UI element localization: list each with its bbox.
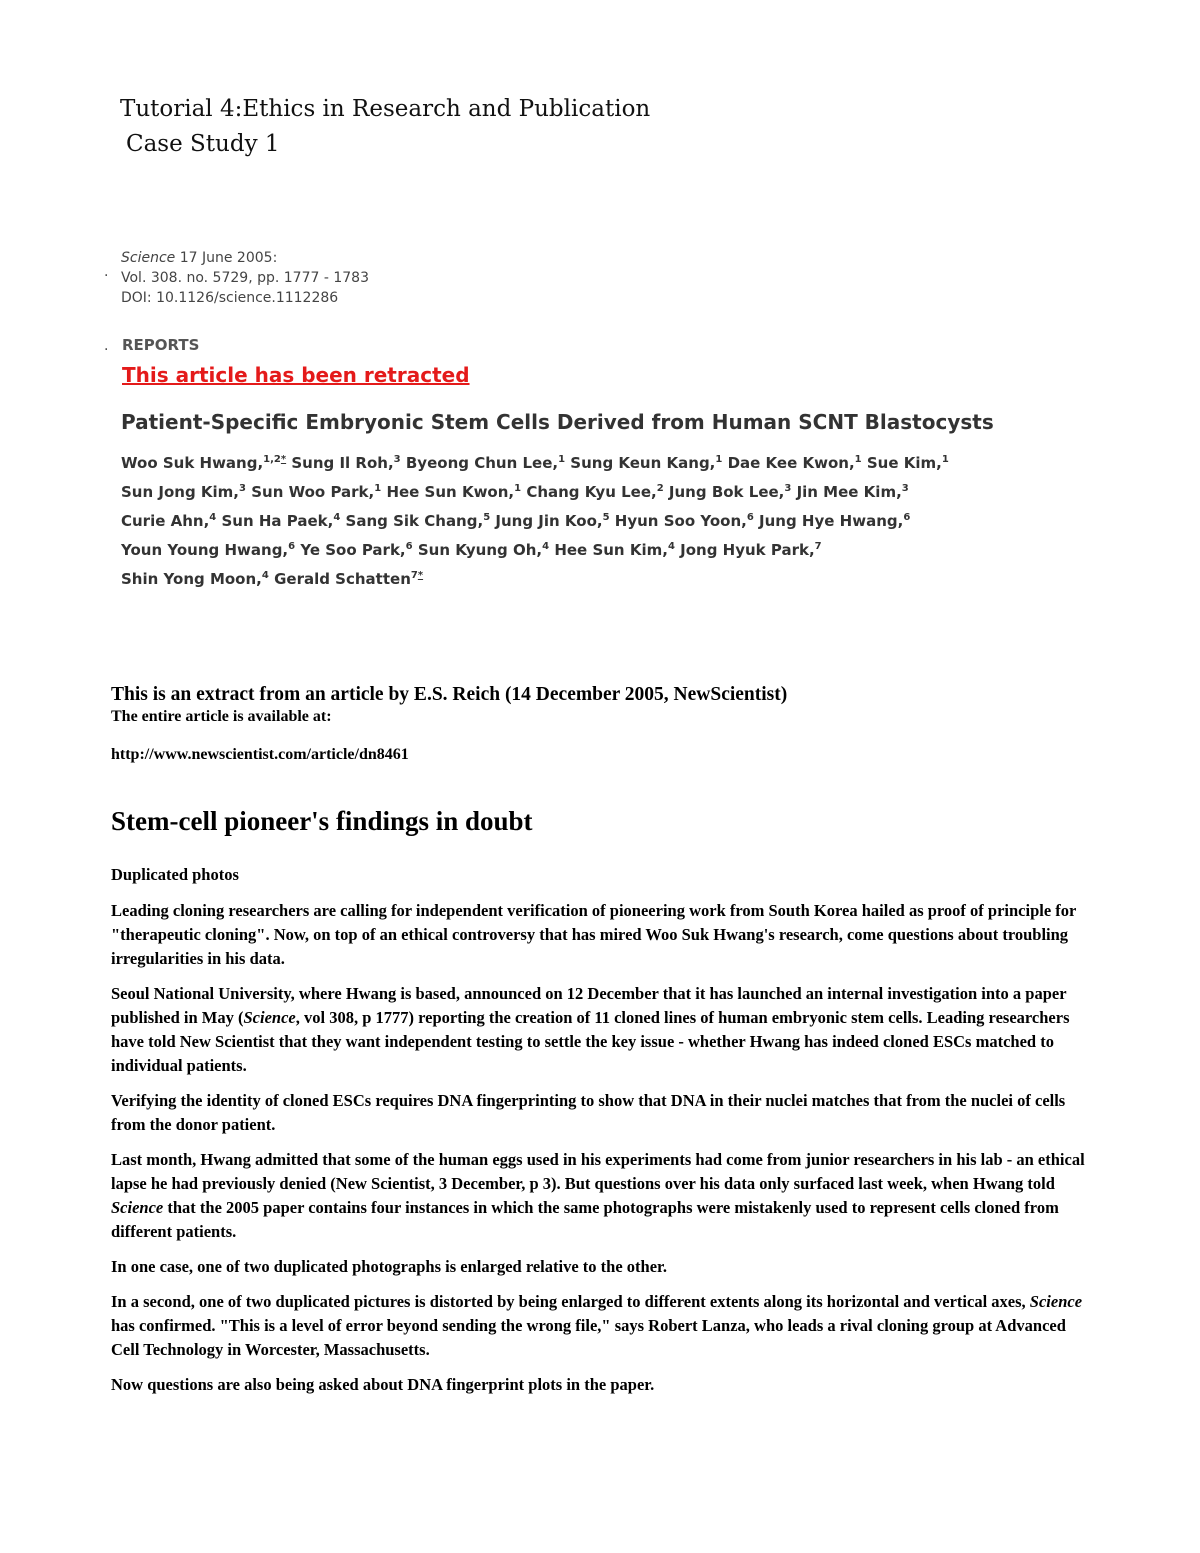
author-entry[interactable] <box>121 454 286 472</box>
author-entry[interactable] <box>222 512 341 530</box>
author-name[interactable]: Sun Ha Paek, <box>221 512 334 530</box>
author-affiliation: 4 <box>209 512 217 523</box>
author-entry[interactable] <box>867 454 949 472</box>
document-subtitle: Case Study 1 <box>126 131 280 157</box>
author-affiliation: 3 <box>393 454 401 465</box>
author-name[interactable]: Sung Il Roh, <box>291 454 394 472</box>
author-name[interactable]: Youn Young Hwang, <box>121 541 289 559</box>
author-name[interactable]: Jung Bok Lee, <box>668 483 785 501</box>
article-paragraph <box>111 1148 1096 1244</box>
article-paragraph <box>111 982 1096 1078</box>
author-name[interactable]: Hyun Soo Yoon, <box>614 512 747 530</box>
author-entry[interactable] <box>300 541 412 559</box>
author-affiliation: 4 <box>667 541 675 552</box>
paragraph-text: has confirmed. "This is a level of error beyond sending the wrong file," says Robert Lanza, who leads a rival cloning group at Advanced Cell Technology in Worcester, Massachusetts. <box>111 1316 1066 1359</box>
paragraph-text: Last month, Hwang admitted that some of the human eggs used in his experiments had come from junior researchers in his lab - an ethical lapse he had previously denied (New Scientist, 3 December, p 3). But questions over his data only surfaced last week, when Hwang told <box>111 1150 1085 1193</box>
author-name[interactable]: Jung Hye Hwang, <box>759 512 904 530</box>
author-entry[interactable] <box>797 483 909 501</box>
author-name[interactable]: Jin Mee Kim, <box>796 483 902 501</box>
author-affiliation: 6 <box>746 512 754 523</box>
document-title: Tutorial 4:Ethics in Research and Publication <box>120 96 651 122</box>
author-name[interactable]: Hee Sun Kim, <box>554 541 668 559</box>
citation-volume: Vol. 308. no. 5729, pp. 1777 - 1783 <box>121 270 369 286</box>
author-affiliation: 1 <box>715 454 723 465</box>
author-name[interactable]: Sun Kyung Oh, <box>417 541 543 559</box>
citation-block <box>121 248 369 308</box>
paragraph-text: , vol 308, p 1777) reporting the creation of 11 cloned lines of human embryonic stem cells. Leading researchers have told New Scientist that they want independent testing to settle the key issue - whether Hwang has indeed cloned ESCs matched to individual patients. <box>111 1008 1070 1075</box>
article-paragraph <box>111 1373 1096 1397</box>
paragraph-text: Leading cloning researchers are calling for independent verification of pioneering work from South Korea hailed as proof of principle for "therapeutic cloning". Now, on top of an ethical controversy that has mired Woo Suk Hwang's research, come questions about troubling irregularities in his data. <box>111 901 1077 968</box>
paper-title: Patient-Specific Embryonic Stem Cells Derived from Human SCNT Blastocysts <box>121 410 994 434</box>
author-affiliation: 6 <box>903 512 911 523</box>
paragraph-text: Seoul National University, where Hwang is based, announced on 12 December that it has launched an internal investigation into a paper published in May ( <box>111 984 1067 1027</box>
retraction-notice[interactable]: This article has been retracted <box>122 363 470 387</box>
author-entry[interactable] <box>121 541 295 559</box>
author-name[interactable]: Woo Suk Hwang, <box>121 454 264 472</box>
bullet-dot: . <box>104 338 109 354</box>
author-affiliation: 3 <box>901 483 909 494</box>
paragraph-text: Verifying the identity of cloned ESCs requires DNA fingerprinting to show that DNA in their nuclei matches that from the nuclei of cells from the donor patient. <box>111 1091 1066 1134</box>
author-entry[interactable] <box>680 541 822 559</box>
journal-reference: Science <box>111 1198 164 1217</box>
citation-date-line <box>121 248 369 268</box>
paragraph-text: In one case, one of two duplicated photographs is enlarged relative to the other. <box>111 1257 667 1276</box>
corresponding-author-mark[interactable]: * <box>417 570 424 581</box>
author-entry[interactable] <box>274 570 423 588</box>
author-affiliation: 4 <box>333 512 341 523</box>
author-affiliation: 5 <box>602 512 610 523</box>
author-name[interactable]: Jong Hyuk Park, <box>680 541 815 559</box>
author-name[interactable]: Chang Kyu Lee, <box>526 483 657 501</box>
paragraph-text: In a second, one of two duplicated pictures is distorted by being enlarged to different extents along its horizontal and vertical axes, <box>111 1292 1030 1311</box>
author-entry[interactable] <box>526 483 663 501</box>
author-affiliation: 2 <box>656 483 664 494</box>
journal-name: Science <box>121 250 176 266</box>
author-entry[interactable] <box>554 541 675 559</box>
author-name[interactable]: Jung Jin Koo, <box>495 512 603 530</box>
author-entry[interactable] <box>346 512 491 530</box>
corresponding-author-mark[interactable]: * <box>280 454 287 465</box>
author-name[interactable]: Byeong Chun Lee, <box>405 454 559 472</box>
author-affiliation: 5 <box>483 512 491 523</box>
author-entry[interactable] <box>291 454 400 472</box>
article-paragraph <box>111 1255 1096 1279</box>
author-name[interactable]: Dae Kee Kwon, <box>727 454 855 472</box>
article-body <box>111 899 1096 1408</box>
author-affiliation: 1 <box>514 483 522 494</box>
author-affiliation: 4 <box>261 570 269 581</box>
author-name[interactable]: Sang Sik Chang, <box>345 512 484 530</box>
author-entry[interactable] <box>121 570 269 588</box>
author-entry[interactable] <box>386 483 521 501</box>
article-paragraph <box>111 1089 1096 1137</box>
author-affiliation: 3 <box>239 483 246 494</box>
author-entry[interactable] <box>759 512 910 530</box>
author-list <box>121 449 1081 594</box>
availability-note: The entire article is available at: <box>111 708 332 725</box>
author-entry[interactable] <box>121 483 246 501</box>
citation-doi: DOI: 10.1126/science.1112286 <box>121 290 339 306</box>
author-affiliation: 1 <box>854 454 862 465</box>
author-name[interactable]: Curie Ahn, <box>121 512 210 530</box>
article-subheading: Duplicated photos <box>111 865 239 884</box>
author-name[interactable]: Hee Sun Kwon, <box>386 483 515 501</box>
bullet-dot: · <box>104 268 109 284</box>
author-affiliation: 3 <box>784 483 792 494</box>
article-headline: Stem-cell pioneer's findings in doubt <box>111 806 533 836</box>
author-name[interactable]: Sue Kim, <box>866 454 942 472</box>
author-entry[interactable] <box>418 541 549 559</box>
author-affiliation: 7 <box>814 541 822 552</box>
author-name[interactable]: Sun Jong Kim, <box>121 483 240 501</box>
extract-note: This is an extract from an article by E.S. Reich (14 December 2005, NewScientist) <box>111 684 788 705</box>
author-affiliation: 1 <box>374 483 382 494</box>
author-name[interactable]: Shin Yong Moon, <box>121 570 262 588</box>
author-affiliation: 6 <box>288 541 296 552</box>
paragraph-text: that the 2005 paper contains four instances in which the same photographs were mistakenly used to represent cells cloned from different patients. <box>111 1198 1059 1241</box>
author-affiliation: 6 <box>405 541 413 552</box>
section-label: REPORTS <box>122 336 200 354</box>
journal-reference: Science <box>243 1008 296 1027</box>
author-affiliation: 7* <box>410 570 424 581</box>
author-entry[interactable] <box>121 512 216 530</box>
article-url[interactable]: http://www.newscientist.com/article/dn8461 <box>111 746 409 763</box>
author-entry[interactable] <box>728 454 862 472</box>
author-affiliation: 1,2* <box>263 454 287 465</box>
citation-date: 17 June 2005: <box>175 250 278 266</box>
author-entry[interactable] <box>495 512 609 530</box>
journal-reference: Science <box>1029 1292 1083 1311</box>
author-name[interactable]: Sun Woo Park, <box>251 483 375 501</box>
author-entry[interactable] <box>615 512 754 530</box>
author-affiliation: 1 <box>558 454 566 465</box>
author-entry[interactable] <box>406 454 565 472</box>
author-affiliation: 4 <box>542 541 550 552</box>
author-entry[interactable] <box>570 454 722 472</box>
paragraph-text: Now questions are also being asked about DNA fingerprint plots in the paper. <box>111 1375 655 1394</box>
article-paragraph <box>111 1290 1096 1362</box>
author-entry[interactable] <box>669 483 791 501</box>
author-entry[interactable] <box>251 483 381 501</box>
author-name[interactable]: Gerald Schatten <box>274 570 411 588</box>
author-name[interactable]: Sung Keun Kang, <box>570 454 716 472</box>
author-affiliation: 1 <box>941 454 949 465</box>
article-paragraph <box>111 899 1096 971</box>
author-name[interactable]: Ye Soo Park, <box>300 541 406 559</box>
